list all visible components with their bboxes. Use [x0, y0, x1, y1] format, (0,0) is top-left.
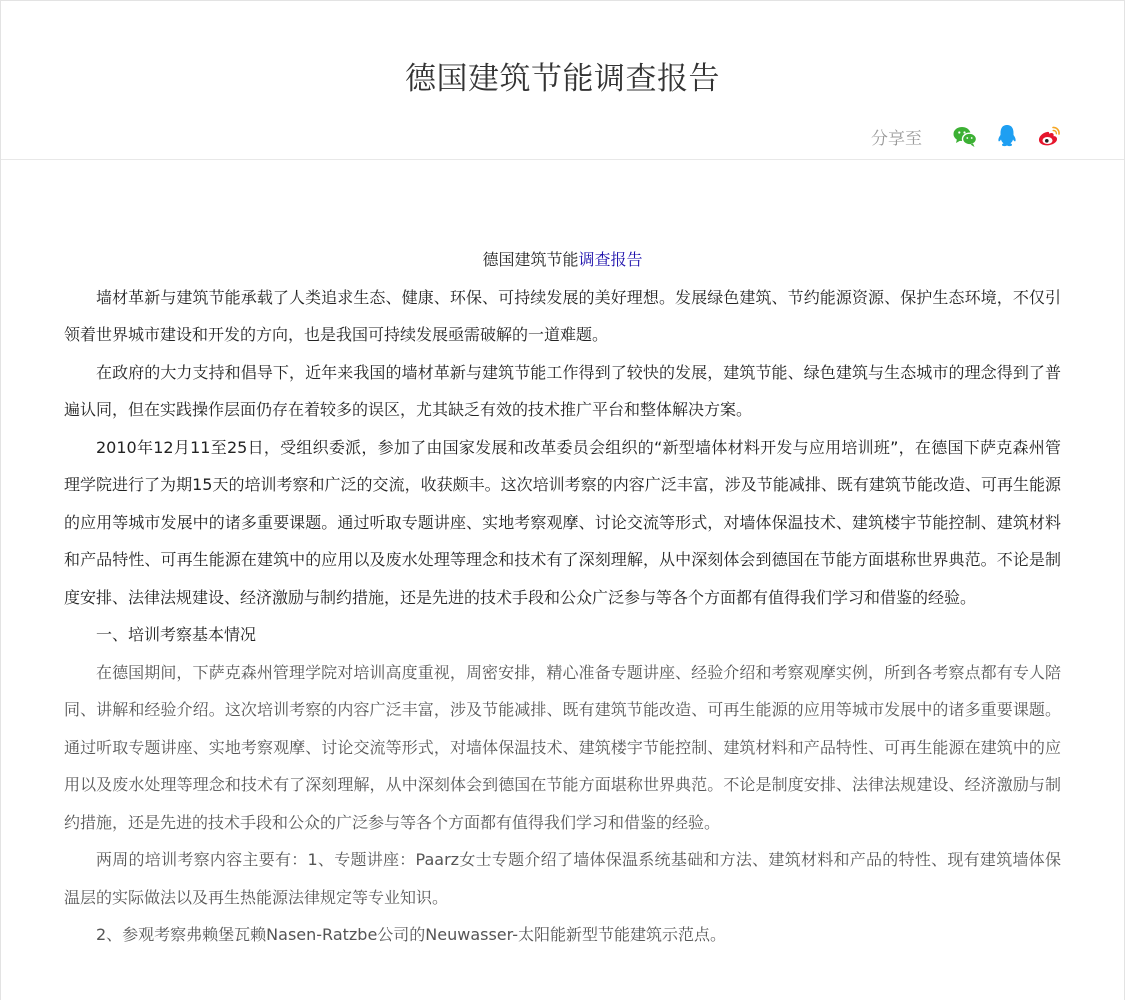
article-title: 德国建筑节能调查报告: [405, 61, 720, 97]
qq-icon[interactable]: [994, 123, 1020, 149]
article-content: [64, 241, 1061, 954]
paragraph-training-details: 在德国期间，下萨克森州管理学院对培训高度重视，周密安排，精心准备专题讲座、经验介绍和考察观摩实例，所到各考察点都有专人陪同、讲解和经验介绍。这次培训考察的内容广泛丰富，涉及节能减排、既有建筑节能改造、可再生能源的应用等城市发展中的诸多重要课题。通过听取专题讲座、实地考察观摩、讨论交流等形式，对墙体保温技术、建筑楼宇节能控制、建筑材料和产品特性、可再生能源在建筑中的应用以及废水处理等理念和技术有了深刻理解，从中深刻体会到德国在节能方面堪称世界典范。不论是制度安排、法律法规建设、经济激励与制约措施，还是先进的技术手段和公众的广泛参与等各个方面都有值得我们学习和借鉴的经验。: [64, 662, 1061, 832]
paragraph-training-overview: 2010年12月11至25日，受组织委派，参加了由国家发展和改革委员会组织的“新型墙体材料开发与应用培训班”，在德国下萨克森州管理学院进行了为期15天的培训考察和广泛的交流，收获颇丰。这次培训考察的内容广泛丰富，涉及节能减排、既有建筑节能改造、可再生能源的应用等城市发展中的诸多重要课题。通过听取专题讲座、实地考察观摩、讨论交流等形式，对墙体保温技术、建筑楼宇节能控制、建筑材料和产品特性、可再生能源在建筑中的应用以及废水处理等理念和技术有了深刻理解，从中深刻体会到德国在节能方面堪称世界典范。不论是制度安排、法律法规建设、经济激励与制约措施，还是先进的技术手段和公众广泛参与等各个方面都有值得我们学习和借鉴的经验。: [64, 437, 1061, 607]
paragraph-background: 在政府的大力支持和倡导下，近年来我国的墙材革新与建筑节能工作得到了较快的发展，建筑节能、绿色建筑与生态城市的理念得到了普遍认同，但在实践操作层面仍存在着较多的误区，尤其缺乏有效的技术推广平台和整体解决方案。: [64, 362, 1061, 419]
paragraph-lecture-content: 两周的培训考察内容主要有：1、专题讲座：Paarz女士专题介绍了墙体保温系统基础和方法、建筑材料和产品的特性、现有建筑墙体保温层的实际做法以及再生热能源法律规定等专业知识。: [64, 850, 1061, 907]
weibo-icon[interactable]: [1036, 123, 1062, 149]
share-label: 分享至: [871, 128, 922, 149]
report-keyword-link[interactable]: 调查报告: [578, 250, 643, 269]
document-heading-text: 德国建筑节能: [482, 250, 579, 269]
section-heading-1: 一、培训考察基本情况: [96, 625, 257, 644]
article-header: [1, 1, 1124, 160]
paragraph-intro: 墙材革新与建筑节能承载了人类追求生态、健康、环保、可持续发展的美好理想。发展绿色建筑、节约能源资源、保护生态环境，不仅引领着世界城市建设和开发的方向，也是我国可持续发展亟需破解的一道难题。: [64, 287, 1061, 344]
share-bar: [871, 121, 1062, 151]
document-heading: [64, 241, 1061, 279]
wechat-icon[interactable]: [952, 123, 978, 149]
paragraph-site-visit: 2、参观考察弗赖堡瓦赖Nasen-Ratzbe公司的Neuwasser-太阳能新型节能建筑示范点。: [96, 925, 726, 944]
